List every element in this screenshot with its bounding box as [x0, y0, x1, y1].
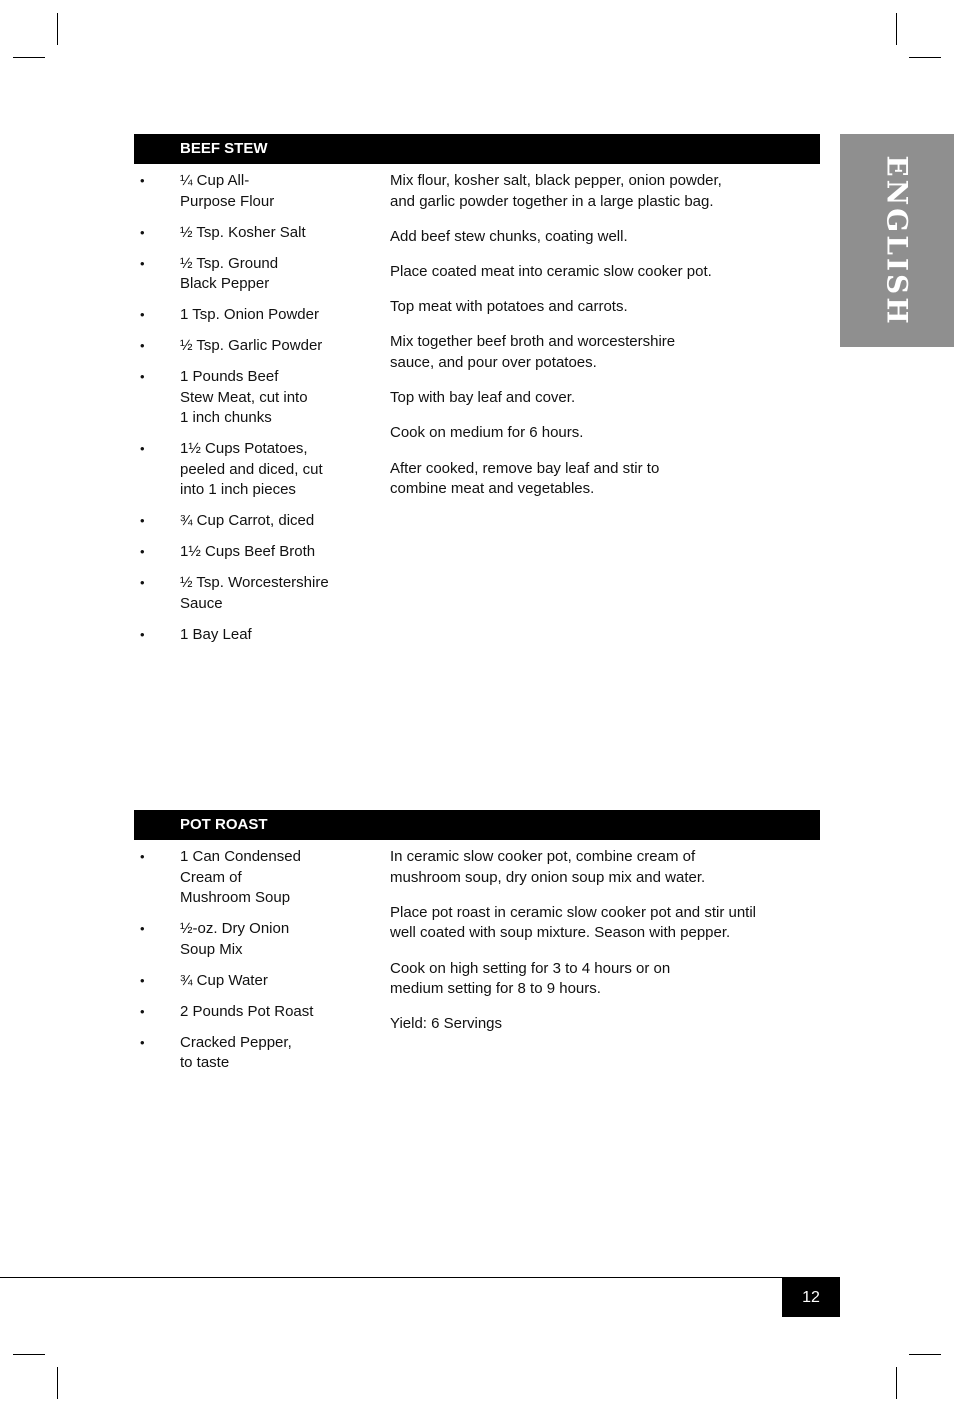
bullet-icon: • [140, 441, 145, 457]
crop-mark [909, 1354, 941, 1355]
ingredient-item [134, 305, 364, 326]
instruction-step: In ceramic slow cooker pot, combine cream of mushroom soup, dry onion soup mix and water. [390, 848, 706, 886]
ingredient-item [134, 511, 364, 532]
ingredient-text: 1½ Cups Potatoes, peeled and diced, cut into 1 inch pieces [180, 440, 323, 499]
ingredient-item [134, 367, 364, 429]
ingredient-item [134, 1002, 364, 1023]
ingredient-item [134, 254, 364, 295]
ingredient-item [134, 625, 364, 646]
instruction-step: Top meat with potatoes and carrots. [390, 298, 628, 316]
ingredient-text: ½ Tsp. Kosher Salt [180, 223, 306, 241]
instruction-step: After cooked, remove bay leaf and stir to combine meat and vegetables. [390, 459, 660, 498]
ingredient-list [134, 171, 364, 656]
crop-mark [13, 57, 45, 58]
instruction-list [390, 171, 810, 514]
ingredient-text: ¾ Cup Water [180, 971, 268, 989]
crop-mark [13, 1354, 45, 1355]
bullet-icon: • [140, 369, 145, 385]
recipe-title: BEEF STEW [134, 134, 820, 164]
ingredient-item [134, 847, 364, 909]
crop-mark [909, 57, 941, 58]
ingredient-list [134, 847, 364, 1084]
page-number: 12 [782, 1278, 840, 1317]
bullet-icon: • [140, 1003, 145, 1019]
instruction-step: Add beef stew chunks, coating well. [390, 227, 628, 245]
bullet-icon: • [140, 972, 145, 988]
bullet-icon: • [140, 307, 145, 323]
bullet-icon: • [140, 849, 145, 864]
ingredient-item [134, 919, 364, 960]
language-tab [840, 134, 954, 347]
instruction-step: Top with bay leaf and cover. [390, 389, 576, 407]
bullet-icon: • [140, 255, 145, 271]
crop-mark [896, 13, 897, 45]
ingredient-text: 1 Bay Leaf [180, 626, 252, 643]
instruction-step: Cook on high setting for 3 to 4 hours or on medium setting for 8 to 9 hours. [390, 959, 671, 998]
ingredient-text: 1 Can Condensed Cream of Mushroom Soup [180, 848, 301, 907]
bullet-icon: • [140, 1034, 145, 1050]
bullet-icon: • [140, 173, 145, 188]
ingredient-text: ½ Tsp. Worcestershire Sauce [180, 574, 329, 613]
ingredient-item [134, 439, 364, 501]
bullet-icon: • [140, 575, 145, 591]
crop-mark [896, 1367, 897, 1399]
recipe-pot-roast [134, 810, 820, 1072]
bullet-icon: • [140, 224, 145, 240]
ingredient-text: 1½ Cups Beef Broth [180, 543, 316, 561]
bullet-icon: • [140, 627, 145, 642]
ingredient-text: 1 Tsp. Onion Powder [180, 306, 319, 324]
bullet-icon: • [140, 338, 145, 354]
ingredient-item [134, 223, 364, 244]
ingredient-item [134, 542, 364, 563]
instruction-list [390, 847, 810, 1050]
instruction-step: Yield: 6 Servings [390, 1015, 503, 1033]
recipe-beef-stew [134, 134, 820, 643]
instruction-step: Mix flour, kosher salt, black pepper, onion powder, and garlic powder together in a large plastic bag. [390, 172, 722, 210]
ingredient-text: 1 Pounds Beef Stew Meat, cut into 1 inch chunks [180, 368, 308, 427]
ingredient-text: ¾ Cup Carrot, diced [180, 512, 315, 530]
language-tab-label: ENGLISH [880, 154, 914, 327]
bullet-icon: • [140, 513, 145, 529]
ingredient-text: ½ Tsp. Garlic Powder [180, 337, 323, 355]
ingredient-item [134, 336, 364, 357]
instruction-step: Place coated meat into ceramic slow cooker pot. [390, 262, 712, 280]
instruction-step: Mix together beef broth and worcestershire sauce, and pour over potatoes. [390, 333, 676, 371]
bullet-icon: • [140, 921, 145, 937]
ingredient-text: ¼ Cup All- Purpose Flour [180, 172, 275, 210]
ingredient-item [134, 171, 364, 212]
crop-mark [57, 1367, 58, 1399]
bullet-icon: • [140, 544, 145, 560]
recipe-title: POT ROAST [134, 810, 820, 840]
ingredient-text: ½-oz. Dry Onion Soup Mix [180, 920, 290, 958]
ingredient-text: ½ Tsp. Ground Black Pepper [180, 254, 279, 293]
ingredient-text: Cracked Pepper, to taste [180, 1033, 292, 1072]
ingredient-text: 2 Pounds Pot Roast [180, 1002, 314, 1020]
instruction-step: Cook on medium for 6 hours. [390, 424, 584, 442]
ingredient-item [134, 1033, 364, 1074]
ingredient-item [134, 971, 364, 992]
crop-mark [57, 13, 58, 45]
instruction-step: Place pot roast in ceramic slow cooker pot and stir until well coated with soup mixture. Season with pepper. [390, 903, 756, 942]
footer-rule [0, 1277, 840, 1278]
ingredient-item [134, 573, 364, 614]
